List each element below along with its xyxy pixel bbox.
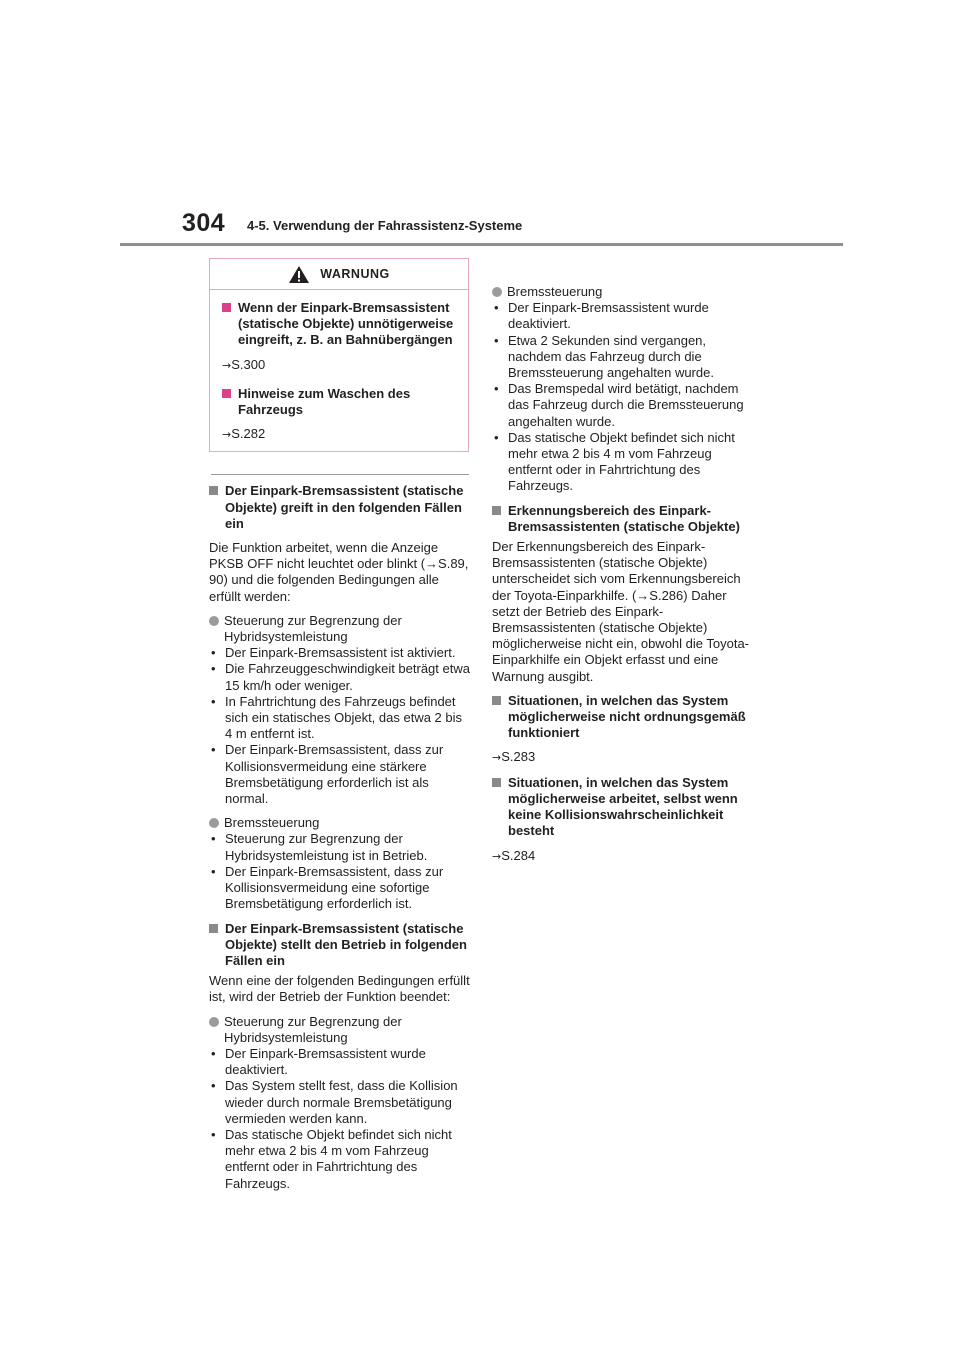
condition-group — [209, 815, 471, 831]
section-heading: Der Einpark-Bremsassistent (statische Objekte) greift in den folgenden Fällen ein — [209, 483, 471, 532]
page-reference[interactable]: S.286 — [649, 587, 684, 603]
circle-bullet-icon — [492, 287, 502, 297]
arrow-right-icon: → — [222, 358, 232, 372]
condition-group — [492, 284, 754, 300]
warning-box — [209, 258, 469, 452]
circle-bullet-icon — [209, 616, 219, 626]
paragraph: Die Funktion arbeitet, wenn die Anzeige PKSB OFF nicht leuchtet oder blinkt (→S.89, 90) und die folgenden Bedingungen alle erfüllt werden: — [209, 540, 469, 604]
warning-title: WARNUNG — [320, 266, 390, 281]
list-item: • Das Bremspedal wird betätigt, nachdem das Fahrzeug durch die Bremssteuerung angehalten wurde. — [492, 381, 754, 430]
warning-body — [210, 290, 468, 443]
page-reference[interactable]: →S.282 — [222, 426, 266, 442]
condition-group — [209, 613, 471, 645]
paragraph: Wenn eine der folgenden Bedingungen erfüllt ist, wird der Betrieb der Funktion beendet: — [209, 973, 470, 1005]
arrow-right-icon: → — [425, 556, 439, 572]
square-bullet-icon — [222, 300, 233, 349]
arrow-right-icon: → — [222, 428, 232, 442]
list-item: • Der Einpark-Bremsassistent, dass zur Kollisionsvermeidung eine sofortige Bremsbetätigung erforderlich ist. — [209, 864, 471, 913]
list-item: • Der Einpark-Bremsassistent ist aktiviert. — [209, 645, 471, 661]
list-item: • Der Einpark-Bremsassistent, dass zur Kollisionsvermeidung eine stärkere Bremsbetätigung erforderlich ist als normal. — [209, 742, 471, 807]
bullet-list — [209, 831, 471, 912]
list-item: • Das System stellt fest, dass die Kollision wieder durch normale Bremsbetätigung vermieden werden kann. — [209, 1078, 471, 1127]
square-bullet-icon — [209, 483, 220, 532]
square-bullet-icon — [222, 386, 233, 418]
square-bullet-icon — [492, 503, 503, 535]
list-item: • In Fahrtrichtung des Fahrzeugs befindet sich ein statisches Objekt, das etwa 2 bis 4 m entfernt ist. — [209, 694, 471, 743]
section-heading: Situationen, in welchen das System möglicherweise arbeitet, selbst wenn keine Kollisionswahrscheinlichkeit besteht — [492, 775, 754, 840]
bullet-list — [209, 1046, 471, 1192]
page-number: 304 — [182, 209, 226, 237]
page-reference[interactable]: →S.284 — [492, 847, 536, 863]
page-reference[interactable]: S.89, 90 — [209, 556, 469, 588]
warning-header — [210, 259, 468, 290]
list-item: • Die Fahrzeuggeschwindigkeit beträgt etwa 15 km/h oder weniger. — [209, 661, 471, 693]
list-item: • Der Einpark-Bremsassistent wurde deaktiviert. — [492, 300, 754, 332]
paragraph: Der Erkennungsbereich des Einpark-Bremsassistenten (statische Objekte) unterscheidet sich vom Erkennungsbereich der Toyota-Einparkhilfe. (→S.286) Daher setzt der Betrieb des Einpark-Bremsassistenten (statische Objekte) möglicherweise nicht ein, obwohl die Toyota-Einparkhilfe ein Objekt erfasst und eine Warnung ausgibt. — [492, 539, 750, 684]
list-item: • Der Einpark-Bremsassistent wurde deaktiviert. — [209, 1046, 471, 1078]
arrow-right-icon: → — [492, 849, 502, 863]
warning-item-heading: Wenn der Einpark-Bremsassistent (statische Objekte) unnötigerweise eingreift, z. B. an Bahnübergängen — [222, 300, 456, 349]
list-item: • Etwa 2 Sekunden sind vergangen, nachdem das Fahrzeug durch die Bremssteuerung angehalten wurde. — [492, 333, 754, 382]
section-heading: Situationen, in welchen das System möglicherweise nicht ordnungsgemäß funktioniert — [492, 693, 754, 742]
group-title: Bremssteuerung — [507, 284, 603, 299]
page-header — [0, 0, 960, 250]
circle-bullet-icon — [209, 1017, 219, 1027]
section-heading: Erkennungsbereich des Einpark-Bremsassistenten (statische Objekte) — [492, 503, 754, 535]
arrow-right-icon: → — [636, 587, 650, 603]
bullet-list — [492, 300, 754, 494]
warning-triangle-icon — [288, 265, 310, 284]
left-column — [209, 258, 471, 1192]
section-heading: Der Einpark-Bremsassistent (statische Objekte) stellt den Betrieb in folgenden Fällen ein — [209, 921, 471, 970]
square-bullet-icon — [209, 921, 220, 970]
group-title: Steuerung zur Begrenzung der Hybridsystemleistung — [224, 1013, 402, 1045]
list-item: • Steuerung zur Begrenzung der Hybridsystemleistung ist in Betrieb. — [209, 831, 471, 863]
arrow-right-icon: → — [492, 751, 502, 765]
list-item: • Das statische Objekt befindet sich nicht mehr etwa 2 bis 4 m vom Fahrzeug entfernt oder in Fahrtrichtung des Fahrzeugs. — [492, 430, 754, 495]
section-title: 4-5. Verwendung der Fahrassistenz-Systeme — [247, 218, 523, 233]
condition-group — [209, 1014, 471, 1046]
group-title: Bremssteuerung — [224, 815, 320, 831]
square-bullet-icon — [492, 775, 503, 840]
square-bullet-icon — [492, 693, 503, 742]
page-reference[interactable]: →S.300 — [222, 356, 266, 372]
header-rule — [120, 243, 843, 246]
warning-item-heading: Hinweise zum Waschen des Fahrzeugs — [222, 386, 456, 418]
group-title: Steuerung zur Begrenzung der Hybridsystemleistung — [224, 612, 402, 645]
circle-bullet-icon — [209, 818, 219, 828]
section-divider — [211, 474, 469, 475]
page-reference[interactable]: →S.283 — [492, 749, 536, 765]
right-column — [492, 254, 754, 865]
bullet-list — [209, 645, 471, 807]
list-item: • Das statische Objekt befindet sich nicht mehr etwa 2 bis 4 m vom Fahrzeug entfernt oder in Fahrtrichtung des Fahrzeugs. — [209, 1127, 471, 1192]
